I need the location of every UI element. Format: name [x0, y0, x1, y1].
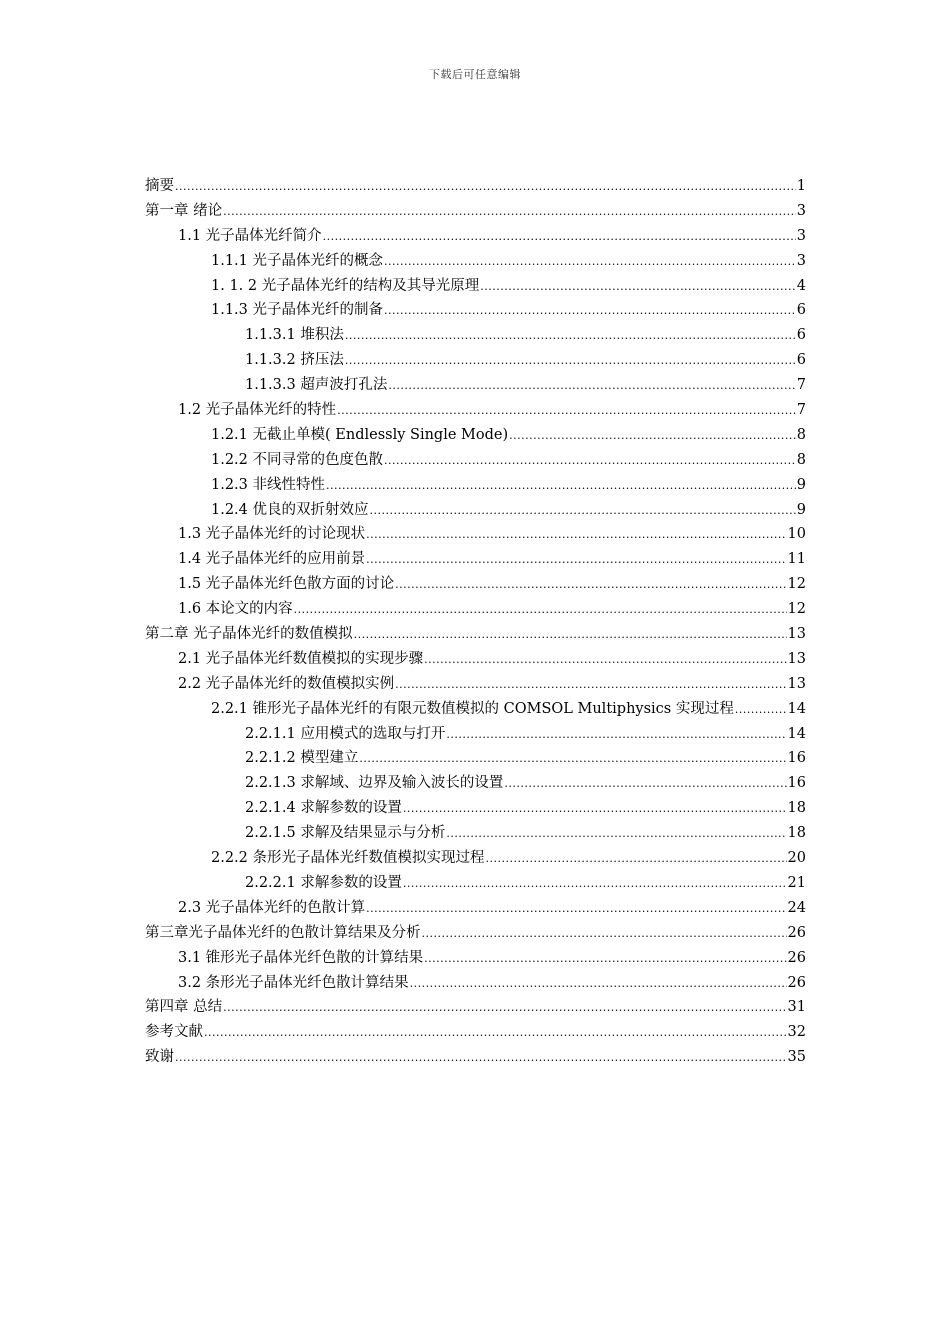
toc-entry-title: 2.2.2 条形光子晶体光纤数值模拟实现过程 — [211, 850, 485, 867]
toc-entry-title: 1.2.2 不同寻常的色度色散 — [211, 451, 384, 468]
toc-entry-page-number: 10 — [787, 526, 806, 543]
toc-entry[interactable] — [145, 224, 806, 249]
toc-entry-title: 1.2.4 优良的双折射效应 — [211, 501, 369, 518]
toc-entry-title: 1.6 本论文的内容 — [178, 601, 293, 618]
toc-entry-page-number: 16 — [787, 775, 806, 792]
toc-dot-leader — [446, 827, 786, 840]
toc-dot-leader — [395, 678, 786, 691]
toc-entry-page-number: 7 — [796, 402, 806, 419]
toc-dot-leader — [384, 454, 796, 467]
toc-dot-leader — [410, 977, 787, 990]
toc-dot-leader — [359, 752, 786, 765]
toc-entry-title: 1.2.1 无截止单模( Endlessly Single Mode) — [211, 426, 509, 443]
toc-entry-page-number: 35 — [787, 1049, 806, 1066]
toc-entry[interactable] — [145, 473, 806, 498]
toc-dot-leader — [345, 354, 796, 367]
toc-dot-leader — [323, 230, 796, 243]
toc-entry[interactable] — [145, 298, 806, 323]
toc-entry-page-number: 20 — [787, 850, 806, 867]
toc-entry-page-number: 7 — [796, 377, 806, 394]
toc-entry-page-number: 31 — [787, 999, 806, 1016]
toc-dot-leader — [403, 802, 787, 815]
toc-entry-page-number: 24 — [787, 899, 806, 916]
toc-entry-title: 1.5 光子晶体光纤色散方面的讨论 — [178, 576, 395, 593]
toc-entry[interactable] — [145, 522, 806, 547]
toc-entry-page-number: 18 — [787, 825, 806, 842]
toc-entry[interactable] — [145, 995, 806, 1020]
toc-entry-page-number: 8 — [796, 451, 806, 468]
toc-entry[interactable] — [145, 722, 806, 747]
toc-entry-title: 2.2.1 锥形光子晶体光纤的有限元数值模拟的 COMSOL Multiphysics 实现过程 — [211, 700, 734, 717]
toc-entry[interactable] — [145, 373, 806, 398]
toc-entry-title: 2.2.1.2 模型建立 — [245, 750, 359, 767]
toc-dot-leader — [395, 578, 786, 591]
toc-dot-leader — [294, 603, 787, 616]
toc-entry-title: 1.4 光子晶体光纤的应用前景 — [178, 551, 366, 568]
toc-dot-leader — [384, 304, 796, 317]
toc-entry-title: 1.1.3 光子晶体光纤的制备 — [211, 302, 384, 319]
toc-entry[interactable] — [145, 274, 806, 299]
toc-entry-title: 1.1.3.2 挤压法 — [245, 352, 344, 369]
toc-entry[interactable] — [145, 697, 806, 722]
toc-entry-page-number: 6 — [796, 327, 806, 344]
toc-dot-leader — [388, 379, 795, 392]
toc-entry-title: 第二章 光子晶体光纤的数值模拟 — [145, 626, 353, 643]
toc-entry-title: 参考文献 — [145, 1024, 203, 1041]
toc-entry[interactable] — [145, 622, 806, 647]
toc-entry-page-number: 6 — [796, 302, 806, 319]
toc-entry[interactable] — [145, 896, 806, 921]
toc-dot-leader — [486, 852, 787, 865]
toc-entry[interactable] — [145, 647, 806, 672]
toc-entry[interactable] — [145, 746, 806, 771]
toc-entry[interactable] — [145, 547, 806, 572]
toc-entry-title: 第四章 总结 — [145, 999, 223, 1016]
toc-entry-title: 2.2.1.3 求解域、边界及输入波长的设置 — [245, 775, 504, 792]
toc-entry-page-number: 6 — [796, 352, 806, 369]
toc-entry[interactable] — [145, 1045, 806, 1070]
toc-entry-page-number: 14 — [787, 700, 806, 717]
toc-dot-leader — [223, 1001, 786, 1014]
toc-entry[interactable] — [145, 672, 806, 697]
toc-entry[interactable] — [145, 398, 806, 423]
toc-entry-page-number: 13 — [787, 675, 806, 692]
toc-entry[interactable] — [145, 348, 806, 373]
toc-entry-page-number: 32 — [787, 1024, 806, 1041]
toc-dot-leader — [509, 429, 796, 442]
toc-entry-page-number: 14 — [787, 725, 806, 742]
toc-dot-leader — [384, 255, 796, 268]
toc-entry-page-number: 26 — [787, 974, 806, 991]
toc-entry-page-number: 12 — [787, 576, 806, 593]
toc-entry-title: 2.2.1.5 求解及结果显示与分析 — [245, 825, 446, 842]
toc-entry-title: 2.2 光子晶体光纤的数值模拟实例 — [178, 675, 395, 692]
toc-dot-leader — [366, 902, 786, 915]
page-header: 下载后可任意编辑 — [429, 68, 521, 81]
toc-dot-leader — [366, 553, 786, 566]
toc-dot-leader — [223, 205, 796, 218]
toc-entry-page-number: 9 — [796, 501, 806, 518]
toc-entry-page-number: 9 — [796, 476, 806, 493]
toc-entry[interactable] — [145, 871, 806, 896]
toc-entry-title: 2.2.2.1 求解参数的设置 — [245, 874, 402, 891]
toc-entry[interactable] — [145, 174, 806, 199]
toc-entry-title: 第三章光子晶体光纤的色散计算结果及分析 — [145, 924, 421, 941]
toc-entry-page-number: 13 — [787, 650, 806, 667]
toc-dot-leader — [446, 728, 786, 741]
toc-entry-page-number: 18 — [787, 800, 806, 817]
toc-dot-leader — [337, 404, 796, 417]
toc-entry-title: 1.2 光子晶体光纤的特性 — [178, 402, 337, 419]
toc-entry-title: 2.2.1.1 应用模式的选取与打开 — [245, 725, 446, 742]
toc-entry-page-number: 26 — [787, 924, 806, 941]
toc-entry-title: 1.1.1 光子晶体光纤的概念 — [211, 252, 384, 269]
toc-entry-title: 1.1.3.1 堆积法 — [245, 327, 344, 344]
toc-dot-leader — [480, 280, 796, 293]
toc-entry-title: 2.3 光子晶体光纤的色散计算 — [178, 899, 366, 916]
toc-entry[interactable] — [145, 498, 806, 523]
toc-entry[interactable] — [145, 597, 806, 622]
toc-entry-title: 1.2.3 非线性特性 — [211, 476, 326, 493]
toc-entry[interactable] — [145, 971, 806, 996]
toc-entry[interactable] — [145, 1020, 806, 1045]
toc-entry[interactable] — [145, 448, 806, 473]
toc-entry-page-number: 1 — [796, 178, 806, 194]
toc-dot-leader — [424, 952, 786, 965]
toc-entry-title: 摘要 — [145, 178, 174, 194]
toc-entry-page-number: 3 — [796, 227, 806, 244]
table-of-contents — [145, 174, 806, 1070]
toc-entry-page-number: 11 — [787, 551, 806, 568]
toc-dot-leader — [370, 504, 796, 517]
toc-dot-leader — [354, 628, 787, 641]
toc-dot-leader — [403, 877, 787, 890]
toc-entry-page-number: 3 — [796, 252, 806, 269]
toc-entry-title: 第一章 绪论 — [145, 202, 223, 219]
toc-entry[interactable] — [145, 249, 806, 274]
toc-dot-leader — [326, 479, 796, 492]
toc-entry[interactable] — [145, 921, 806, 946]
toc-entry-title: 1.1.3.3 超声波打孔法 — [245, 377, 388, 394]
toc-entry-title: 1.3 光子晶体光纤的讨论现状 — [178, 526, 366, 543]
toc-entry-title: 1. 1. 2 光子晶体光纤的结构及其导光原理 — [211, 277, 480, 294]
toc-entry-page-number: 13 — [787, 626, 806, 643]
toc-dot-leader — [366, 528, 786, 541]
toc-entry-page-number: 16 — [787, 750, 806, 767]
toc-entry-title: 3.1 锥形光子晶体光纤色散的计算结果 — [178, 949, 424, 966]
toc-entry-page-number: 12 — [787, 601, 806, 618]
toc-dot-leader — [204, 1026, 787, 1039]
toc-entry[interactable] — [145, 199, 806, 224]
toc-entry-page-number: 8 — [796, 426, 806, 443]
toc-dot-leader — [735, 703, 787, 716]
toc-entry[interactable] — [145, 423, 806, 448]
toc-entry[interactable] — [145, 323, 806, 348]
toc-entry[interactable] — [145, 821, 806, 846]
toc-entry[interactable] — [145, 572, 806, 597]
toc-dot-leader — [345, 329, 796, 342]
toc-dot-leader — [175, 1051, 787, 1064]
toc-entry-title: 2.2.1.4 求解参数的设置 — [245, 800, 402, 817]
toc-entry-page-number: 4 — [796, 277, 806, 294]
toc-dot-leader — [424, 653, 786, 666]
toc-entry[interactable] — [145, 946, 806, 971]
toc-entry-title: 1.1 光子晶体光纤简介 — [178, 227, 322, 244]
toc-entry[interactable] — [145, 771, 806, 796]
toc-dot-leader — [175, 180, 796, 193]
toc-entry-page-number: 21 — [787, 874, 806, 891]
toc-entry[interactable] — [145, 846, 806, 871]
toc-entry-title: 2.1 光子晶体光纤数值模拟的实现步骤 — [178, 650, 424, 667]
toc-entry-page-number: 3 — [796, 202, 806, 219]
toc-entry-title: 3.2 条形光子晶体光纤色散计算结果 — [178, 974, 409, 991]
toc-entry-title: 致谢 — [145, 1049, 174, 1066]
toc-dot-leader — [422, 927, 787, 940]
toc-dot-leader — [504, 777, 786, 790]
toc-entry[interactable] — [145, 796, 806, 821]
toc-entry-page-number: 26 — [787, 949, 806, 966]
